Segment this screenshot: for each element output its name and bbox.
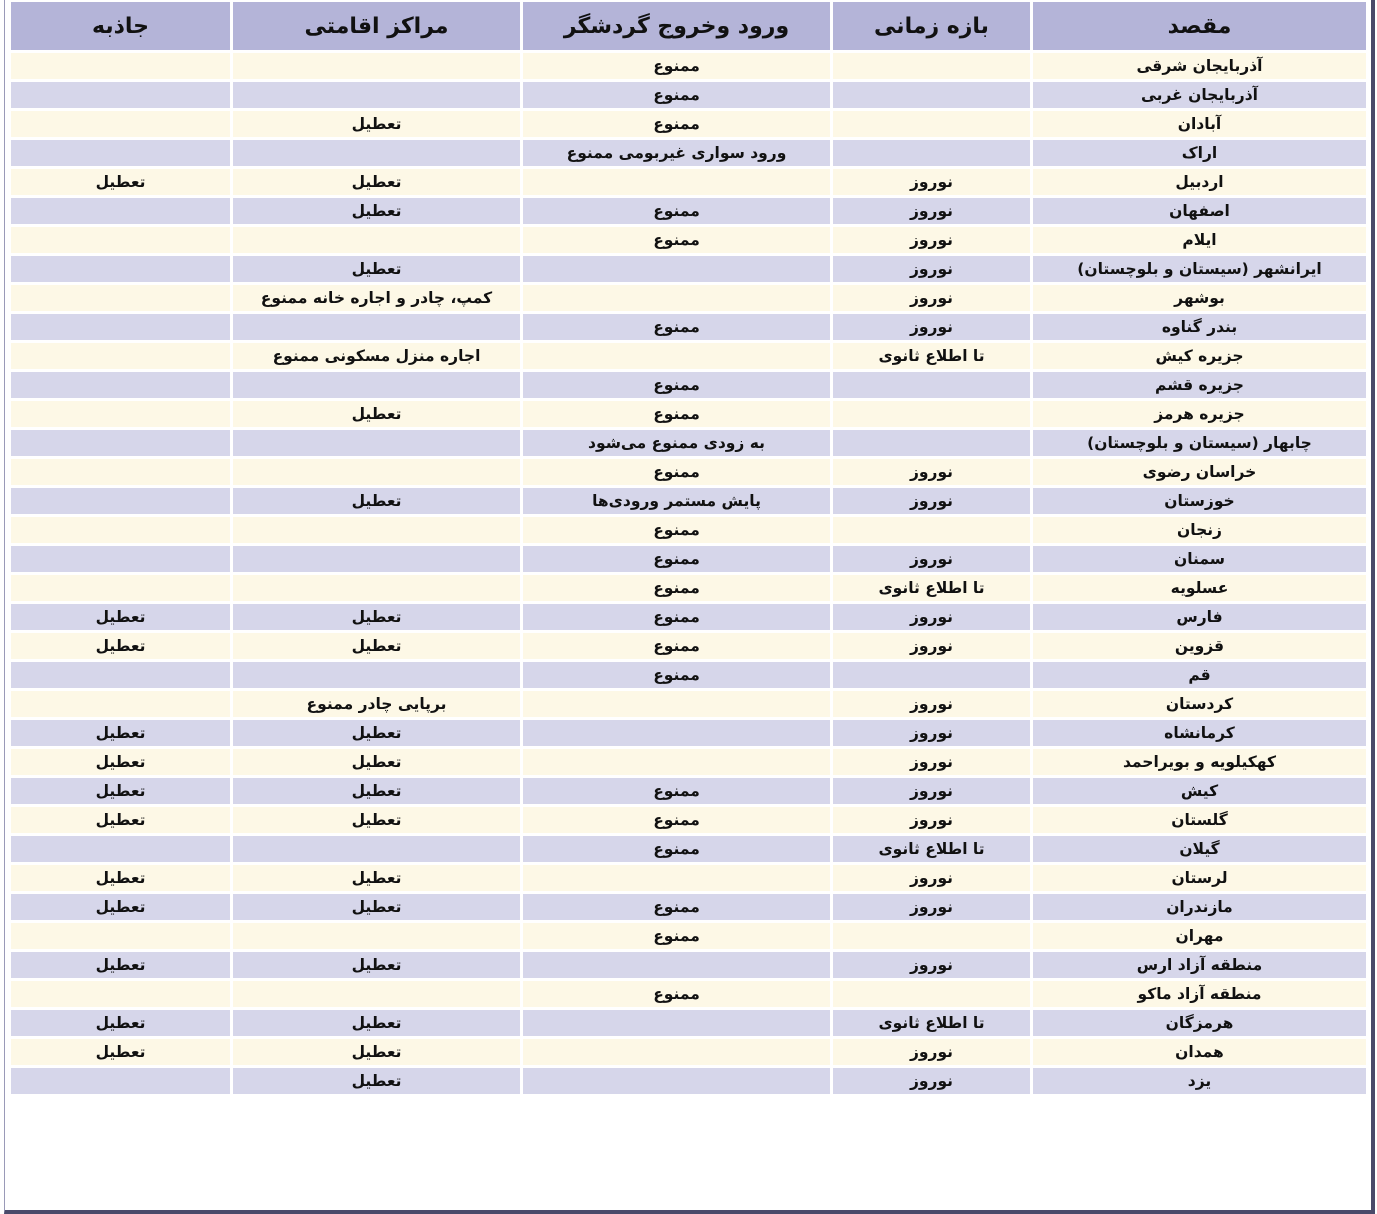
cell-tourist-entry-exit — [522, 1038, 832, 1067]
cell-tourist-entry-exit: ممنوع — [522, 777, 832, 806]
table-row — [10, 255, 1368, 284]
cell-accommodation: تعطیل — [232, 168, 522, 197]
cell-destination: جزیره قشم — [1032, 371, 1368, 400]
cell-attractions — [10, 835, 232, 864]
cell-destination: مازندران — [1032, 893, 1368, 922]
cell-accommodation: تعطیل — [232, 1067, 522, 1096]
cell-accommodation — [232, 139, 522, 168]
cell-time-period: نوروز — [832, 168, 1032, 197]
cell-time-period: نوروز — [832, 806, 1032, 835]
table-row — [10, 313, 1368, 342]
cell-time-period: نوروز — [832, 777, 1032, 806]
cell-destination: همدان — [1032, 1038, 1368, 1067]
cell-time-period: نوروز — [832, 719, 1032, 748]
cell-accommodation — [232, 661, 522, 690]
table-row — [10, 574, 1368, 603]
cell-attractions: تعطیل — [10, 632, 232, 661]
cell-accommodation: تعطیل — [232, 255, 522, 284]
cell-accommodation — [232, 313, 522, 342]
cell-time-period: نوروز — [832, 632, 1032, 661]
cell-destination: ایلام — [1032, 226, 1368, 255]
cell-tourist-entry-exit: ممنوع — [522, 197, 832, 226]
cell-accommodation — [232, 371, 522, 400]
cell-destination: بندر گناوه — [1032, 313, 1368, 342]
cell-time-period: نوروز — [832, 487, 1032, 516]
cell-attractions — [10, 400, 232, 429]
table-row — [10, 516, 1368, 545]
cell-accommodation — [232, 52, 522, 81]
table-row — [10, 980, 1368, 1009]
cell-attractions: تعطیل — [10, 1009, 232, 1038]
cell-time-period: نوروز — [832, 197, 1032, 226]
cell-time-period: تا اطلاع ثانوی — [832, 574, 1032, 603]
cell-destination: یزد — [1032, 1067, 1368, 1096]
table-row — [10, 632, 1368, 661]
cell-attractions — [10, 313, 232, 342]
cell-tourist-entry-exit: ممنوع — [522, 226, 832, 255]
cell-accommodation: تعطیل — [232, 487, 522, 516]
cell-tourist-entry-exit: ممنوع — [522, 371, 832, 400]
table-row — [10, 342, 1368, 371]
table-row — [10, 400, 1368, 429]
table-row — [10, 806, 1368, 835]
cell-time-period: نوروز — [832, 951, 1032, 980]
cell-time-period — [832, 110, 1032, 139]
cell-destination: قم — [1032, 661, 1368, 690]
cell-time-period: نوروز — [832, 603, 1032, 632]
cell-destination: گلستان — [1032, 806, 1368, 835]
cell-attractions — [10, 516, 232, 545]
cell-tourist-entry-exit — [522, 1009, 832, 1038]
cell-time-period: تا اطلاع ثانوی — [832, 342, 1032, 371]
cell-attractions — [10, 52, 232, 81]
cell-accommodation — [232, 545, 522, 574]
cell-destination: آذربایجان شرقی — [1032, 52, 1368, 81]
table-row — [10, 371, 1368, 400]
cell-destination: کیش — [1032, 777, 1368, 806]
cell-attractions: تعطیل — [10, 719, 232, 748]
table-row — [10, 1038, 1368, 1067]
cell-destination: آذربایجان غربی — [1032, 81, 1368, 110]
table-row — [10, 458, 1368, 487]
cell-tourist-entry-exit: ممنوع — [522, 110, 832, 139]
cell-tourist-entry-exit: ممنوع — [522, 922, 832, 951]
cell-time-period: تا اطلاع ثانوی — [832, 1009, 1032, 1038]
cell-time-period: نوروز — [832, 690, 1032, 719]
cell-destination: زنجان — [1032, 516, 1368, 545]
cell-destination: کهکیلویه و بویراحمد — [1032, 748, 1368, 777]
cell-attractions — [10, 81, 232, 110]
cell-attractions: تعطیل — [10, 777, 232, 806]
cell-time-period: نوروز — [832, 893, 1032, 922]
cell-time-period — [832, 52, 1032, 81]
cell-attractions — [10, 342, 232, 371]
table-row — [10, 139, 1368, 168]
cell-accommodation — [232, 835, 522, 864]
table-row — [10, 748, 1368, 777]
cell-attractions: تعطیل — [10, 168, 232, 197]
cell-destination: منطقه آزاد ارس — [1032, 951, 1368, 980]
cell-time-period — [832, 429, 1032, 458]
table-row — [10, 835, 1368, 864]
cell-tourist-entry-exit: ممنوع — [522, 661, 832, 690]
cell-accommodation — [232, 81, 522, 110]
cell-time-period — [832, 980, 1032, 1009]
table-row — [10, 922, 1368, 951]
cell-destination: جزیره کیش — [1032, 342, 1368, 371]
cell-accommodation — [232, 429, 522, 458]
cell-tourist-entry-exit — [522, 719, 832, 748]
cell-time-period — [832, 371, 1032, 400]
cell-attractions — [10, 197, 232, 226]
cell-attractions: تعطیل — [10, 1038, 232, 1067]
cell-time-period — [832, 139, 1032, 168]
cell-attractions — [10, 139, 232, 168]
cell-time-period: نوروز — [832, 255, 1032, 284]
cell-tourist-entry-exit — [522, 864, 832, 893]
cell-tourist-entry-exit: ممنوع — [522, 516, 832, 545]
cell-attractions: تعطیل — [10, 603, 232, 632]
cell-attractions — [10, 110, 232, 139]
cell-destination: لرستان — [1032, 864, 1368, 893]
table-row — [10, 951, 1368, 980]
cell-attractions — [10, 980, 232, 1009]
cell-destination: اردبیل — [1032, 168, 1368, 197]
cell-time-period: نوروز — [832, 1038, 1032, 1067]
cell-accommodation — [232, 226, 522, 255]
cell-time-period: نوروز — [832, 226, 1032, 255]
cell-time-period — [832, 81, 1032, 110]
cell-time-period: نوروز — [832, 1067, 1032, 1096]
cell-destination: گیلان — [1032, 835, 1368, 864]
cell-destination: اراک — [1032, 139, 1368, 168]
table-row — [10, 284, 1368, 313]
table-row — [10, 110, 1368, 139]
table-frame — [4, 0, 1375, 1214]
cell-destination: جزیره هرمز — [1032, 400, 1368, 429]
table-row — [10, 487, 1368, 516]
table-row — [10, 81, 1368, 110]
cell-accommodation: تعطیل — [232, 893, 522, 922]
cell-destination: خوزستان — [1032, 487, 1368, 516]
cell-time-period: نوروز — [832, 284, 1032, 313]
cell-time-period — [832, 516, 1032, 545]
cell-tourist-entry-exit: ممنوع — [522, 400, 832, 429]
cell-attractions: تعطیل — [10, 748, 232, 777]
header-attractions: جاذبه — [10, 2, 232, 52]
cell-tourist-entry-exit — [522, 748, 832, 777]
cell-attractions: تعطیل — [10, 806, 232, 835]
cell-attractions — [10, 226, 232, 255]
cell-tourist-entry-exit — [522, 284, 832, 313]
cell-attractions — [10, 429, 232, 458]
cell-attractions — [10, 371, 232, 400]
cell-time-period: نوروز — [832, 545, 1032, 574]
table-row — [10, 429, 1368, 458]
table-row — [10, 1009, 1368, 1038]
header-row — [10, 2, 1368, 52]
cell-destination: سمنان — [1032, 545, 1368, 574]
cell-accommodation: تعطیل — [232, 197, 522, 226]
table-row — [10, 197, 1368, 226]
cell-attractions — [10, 661, 232, 690]
table-body — [10, 52, 1368, 1096]
cell-tourist-entry-exit: ممنوع — [522, 574, 832, 603]
cell-attractions — [10, 284, 232, 313]
cell-destination: مهران — [1032, 922, 1368, 951]
cell-accommodation: تعطیل — [232, 603, 522, 632]
cell-time-period — [832, 661, 1032, 690]
cell-accommodation — [232, 574, 522, 603]
cell-attractions — [10, 922, 232, 951]
cell-accommodation: تعطیل — [232, 951, 522, 980]
cell-attractions — [10, 574, 232, 603]
cell-time-period: تا اطلاع ثانوی — [832, 835, 1032, 864]
cell-tourist-entry-exit — [522, 951, 832, 980]
cell-tourist-entry-exit: ممنوع — [522, 632, 832, 661]
cell-accommodation: تعطیل — [232, 748, 522, 777]
cell-accommodation — [232, 458, 522, 487]
cell-accommodation: اجاره منزل مسکونی ممنوع — [232, 342, 522, 371]
cell-destination: قزوین — [1032, 632, 1368, 661]
cell-tourist-entry-exit — [522, 255, 832, 284]
cell-tourist-entry-exit: ورود سواری غیربومی ممنوع — [522, 139, 832, 168]
cell-tourist-entry-exit: ممنوع — [522, 458, 832, 487]
cell-tourist-entry-exit — [522, 168, 832, 197]
cell-tourist-entry-exit: ممنوع — [522, 835, 832, 864]
table-row — [10, 777, 1368, 806]
cell-time-period: نوروز — [832, 748, 1032, 777]
cell-tourist-entry-exit — [522, 342, 832, 371]
cell-destination: کردستان — [1032, 690, 1368, 719]
cell-destination: چابهار (سیستان و بلوچستان) — [1032, 429, 1368, 458]
cell-time-period: نوروز — [832, 313, 1032, 342]
cell-attractions: تعطیل — [10, 893, 232, 922]
table-row — [10, 603, 1368, 632]
cell-accommodation: تعطیل — [232, 1038, 522, 1067]
cell-destination: هرمزگان — [1032, 1009, 1368, 1038]
cell-tourist-entry-exit: پایش مستمر ورودی‌ها — [522, 487, 832, 516]
cell-attractions: تعطیل — [10, 864, 232, 893]
header-tourist-entry-exit: ورود وخروج گردشگر — [522, 2, 832, 52]
cell-accommodation — [232, 922, 522, 951]
cell-attractions — [10, 458, 232, 487]
cell-destination: ایرانشهر (سیستان و بلوچستان) — [1032, 255, 1368, 284]
cell-destination: منطقه آزاد ماکو — [1032, 980, 1368, 1009]
cell-tourist-entry-exit: ممنوع — [522, 980, 832, 1009]
cell-accommodation — [232, 980, 522, 1009]
cell-accommodation: تعطیل — [232, 110, 522, 139]
cell-destination: فارس — [1032, 603, 1368, 632]
cell-attractions — [10, 545, 232, 574]
cell-accommodation: برپایی چادر ممنوع — [232, 690, 522, 719]
table-row — [10, 719, 1368, 748]
cell-accommodation: تعطیل — [232, 864, 522, 893]
cell-destination: بوشهر — [1032, 284, 1368, 313]
cell-tourist-entry-exit: ممنوع — [522, 81, 832, 110]
header-time-period: بازه زمانی — [832, 2, 1032, 52]
cell-attractions: تعطیل — [10, 951, 232, 980]
cell-attractions — [10, 487, 232, 516]
cell-time-period: نوروز — [832, 458, 1032, 487]
cell-accommodation: تعطیل — [232, 719, 522, 748]
cell-attractions — [10, 1067, 232, 1096]
cell-destination: آبادان — [1032, 110, 1368, 139]
cell-destination: اصفهان — [1032, 197, 1368, 226]
cell-destination: عسلویه — [1032, 574, 1368, 603]
cell-tourist-entry-exit: ممنوع — [522, 313, 832, 342]
cell-accommodation: تعطیل — [232, 777, 522, 806]
cell-destination: کرمانشاه — [1032, 719, 1368, 748]
header-destination: مقصد — [1032, 2, 1368, 52]
travel-restrictions-table — [8, 2, 1369, 1097]
cell-accommodation: کمپ، چادر و اجاره خانه ممنوع — [232, 284, 522, 313]
cell-attractions — [10, 255, 232, 284]
table-row — [10, 1067, 1368, 1096]
table-row — [10, 661, 1368, 690]
header-accommodation: مراکز اقامتی — [232, 2, 522, 52]
table-row — [10, 226, 1368, 255]
cell-tourist-entry-exit — [522, 1067, 832, 1096]
cell-tourist-entry-exit: ممنوع — [522, 603, 832, 632]
cell-tourist-entry-exit — [522, 690, 832, 719]
cell-tourist-entry-exit: ممنوع — [522, 52, 832, 81]
cell-tourist-entry-exit: ممنوع — [522, 545, 832, 574]
cell-accommodation: تعطیل — [232, 1009, 522, 1038]
cell-destination: خراسان رضوی — [1032, 458, 1368, 487]
cell-accommodation: تعطیل — [232, 400, 522, 429]
table-row — [10, 545, 1368, 574]
table-row — [10, 690, 1368, 719]
cell-accommodation — [232, 516, 522, 545]
table-row — [10, 168, 1368, 197]
cell-tourist-entry-exit: به زودی ممنوع می‌شود — [522, 429, 832, 458]
cell-attractions — [10, 690, 232, 719]
table-row — [10, 864, 1368, 893]
table-row — [10, 893, 1368, 922]
cell-tourist-entry-exit: ممنوع — [522, 806, 832, 835]
cell-time-period — [832, 400, 1032, 429]
cell-time-period: نوروز — [832, 864, 1032, 893]
cell-accommodation: تعطیل — [232, 632, 522, 661]
cell-tourist-entry-exit: ممنوع — [522, 893, 832, 922]
cell-accommodation: تعطیل — [232, 806, 522, 835]
table-row — [10, 52, 1368, 81]
cell-time-period — [832, 922, 1032, 951]
table-header — [10, 2, 1368, 52]
